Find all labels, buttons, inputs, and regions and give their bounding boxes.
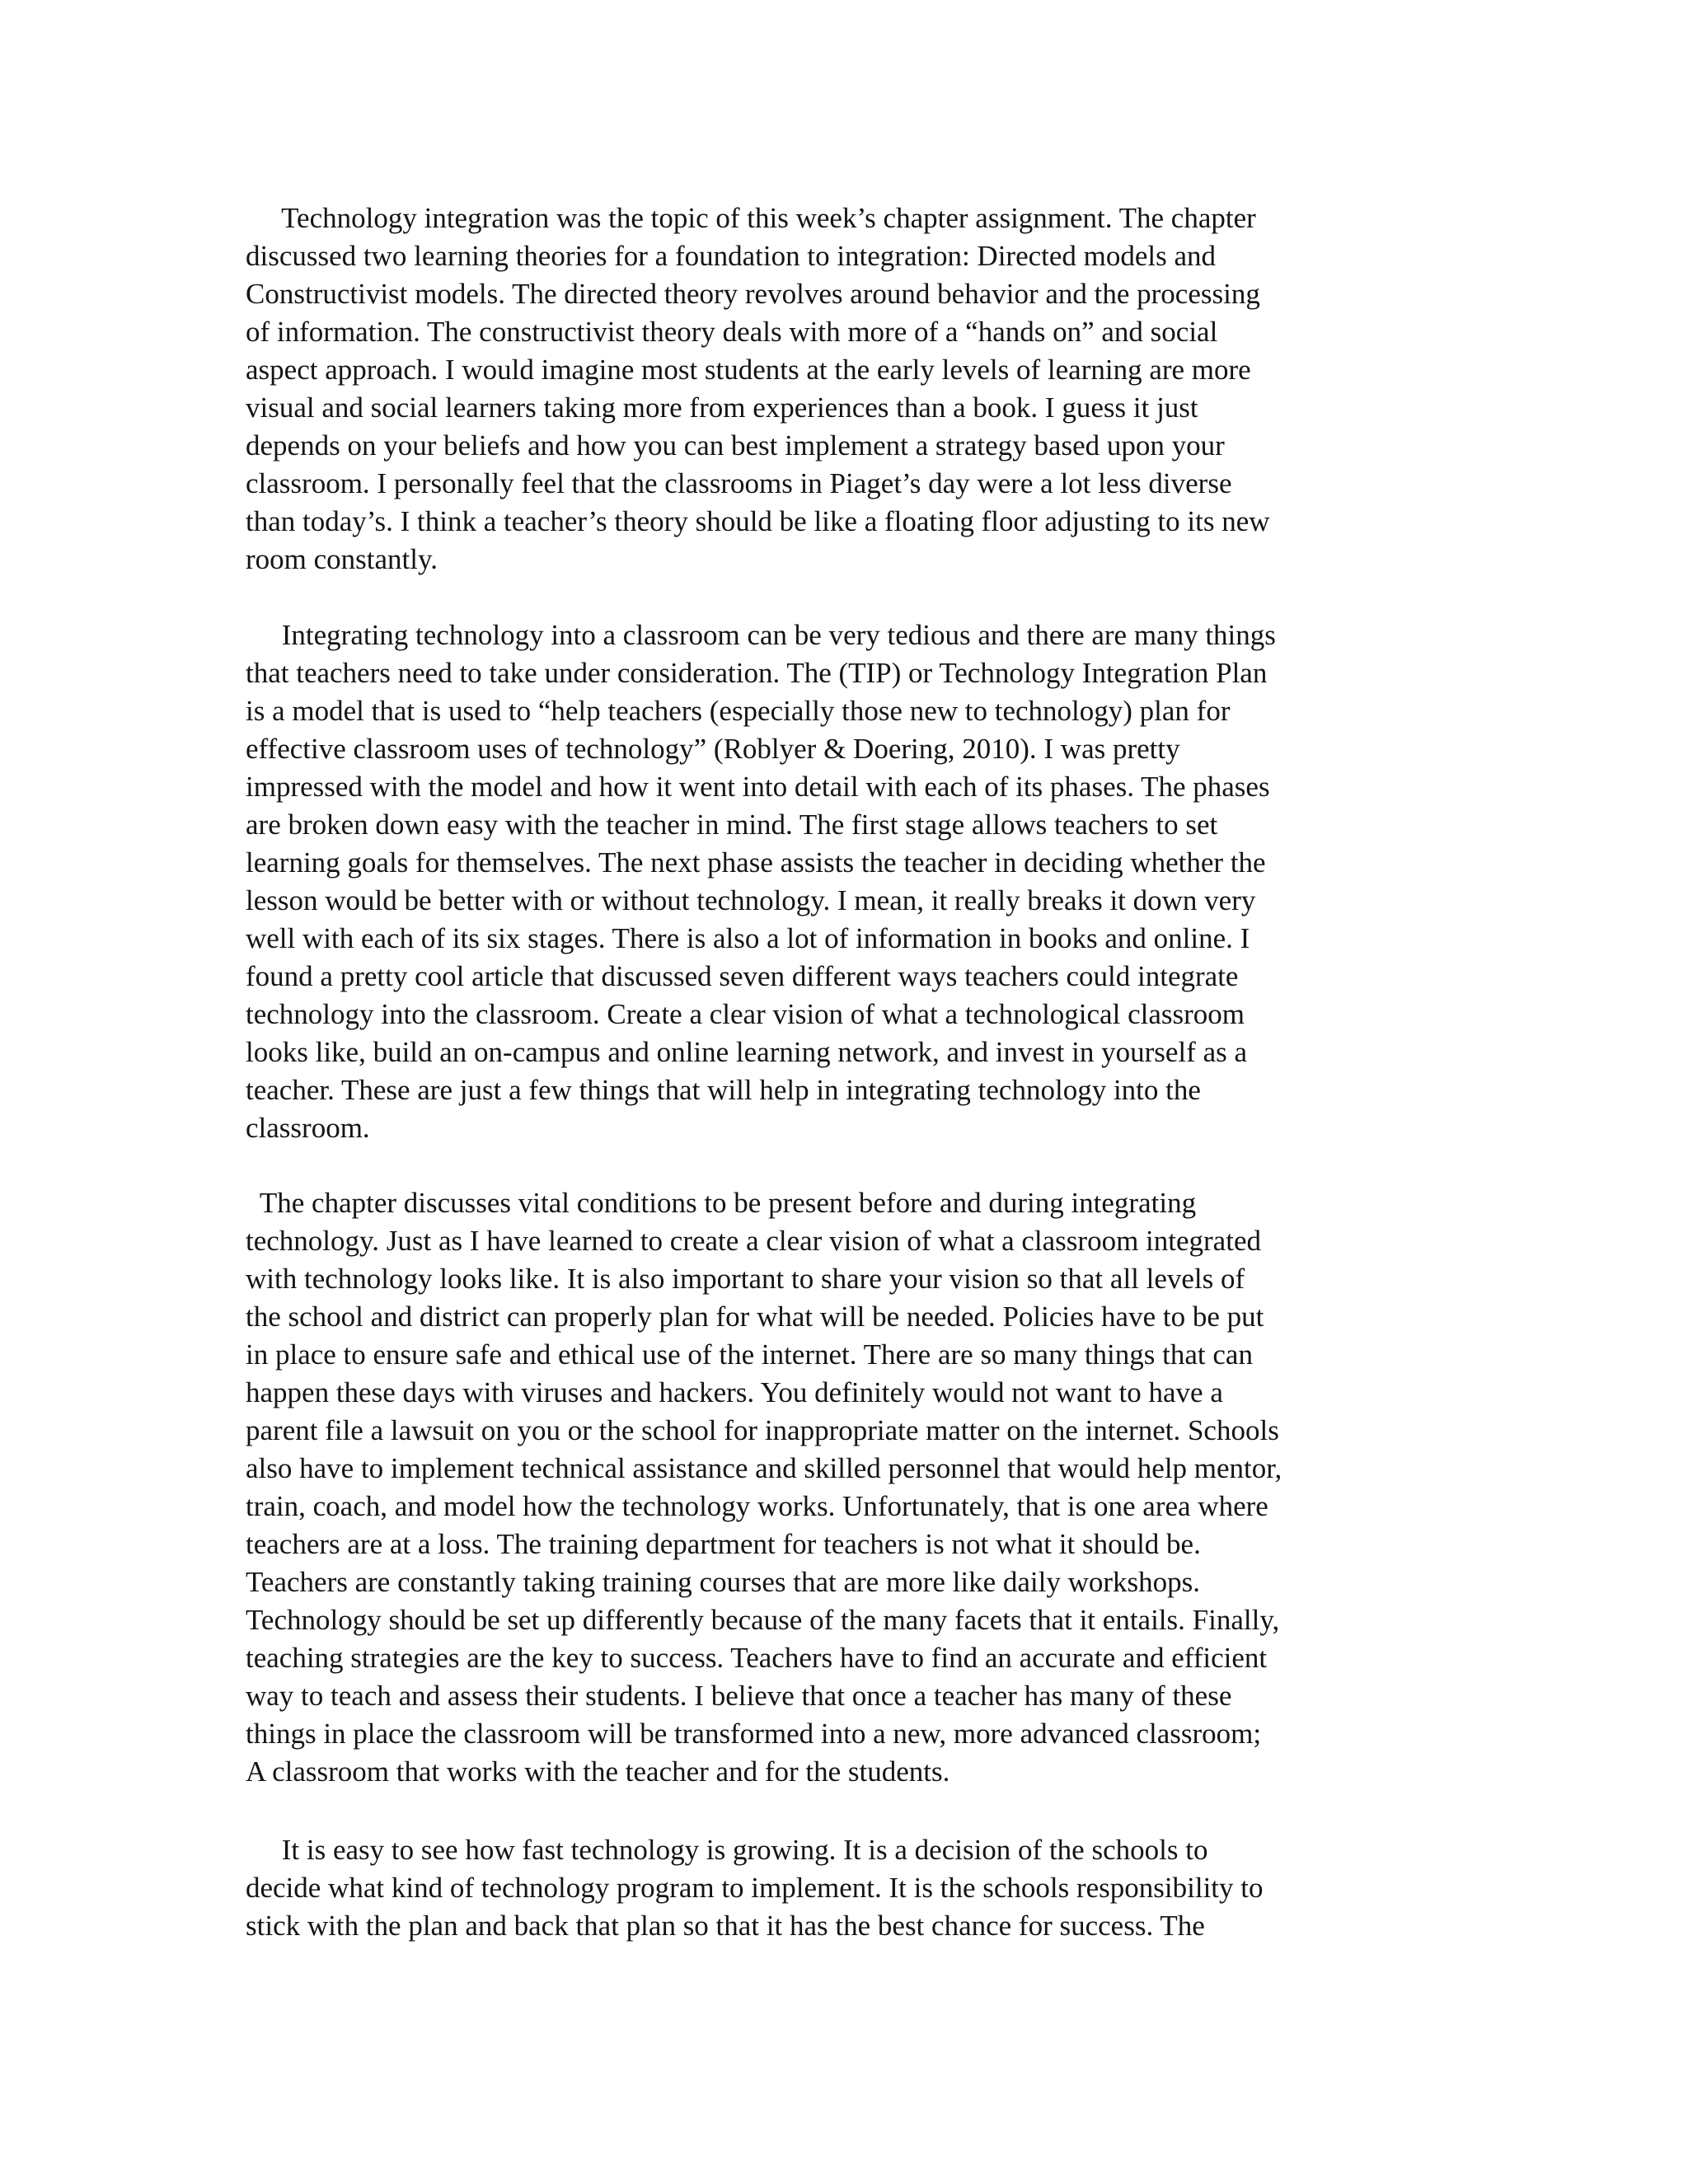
text-line: in place to ensure safe and ethical use of the internet. There are so many things that can	[246, 1338, 1253, 1371]
paragraph-technology-integration-topic	[246, 199, 1432, 579]
text-line: technology. Just as I have learned to create a clear vision of what a classroom integrated	[246, 1225, 1261, 1257]
text-line: teaching strategies are the key to success. Teachers have to find an accurate and efficient	[246, 1642, 1268, 1674]
text-line: discussed two learning theories for a foundation to integration: Directed models and	[246, 240, 1217, 272]
text-line: It is easy to see how fast technology is growing. It is a decision of the schools to	[246, 1834, 1208, 1866]
text-line: Technology integration was the topic of this week’s chapter assignment. The chapter	[246, 202, 1256, 234]
paragraph-vital-conditions	[246, 1184, 1432, 1791]
text-line: things in place the classroom will be transformed into a new, more advanced classroom;	[246, 1718, 1262, 1750]
text-line: effective classroom uses of technology” (Roblyer & Doering, 2010). I was pretty	[246, 733, 1180, 765]
text-line: classroom.	[246, 1112, 370, 1144]
text-line: with technology looks like. It is also important to share your vision so that all levels of	[246, 1263, 1245, 1295]
text-line: aspect approach. I would imagine most students at the early levels of learning are more	[246, 354, 1251, 386]
text-line: happen these days with viruses and hackers. You definitely would not want to have a	[246, 1376, 1223, 1408]
text-line: lesson would be better with or without technology. I mean, it really breaks it down very	[246, 884, 1256, 916]
text-line: found a pretty cool article that discussed seven different ways teachers could integrate	[246, 960, 1239, 992]
text-line: is a model that is used to “help teachers (especially those new to technology) plan for	[246, 695, 1231, 727]
text-line: that teachers need to take under consideration. The (TIP) or Technology Integration Plan	[246, 657, 1268, 689]
text-line: stick with the plan and back that plan so that it has the best chance for success. The	[246, 1910, 1205, 1942]
text-line: way to teach and assess their students. I believe that once a teacher has many of these	[246, 1680, 1232, 1712]
text-line: the school and district can properly plan for what will be needed. Policies have to be put	[246, 1301, 1264, 1333]
text-line: train, coach, and model how the technology works. Unfortunately, that is one area where	[246, 1490, 1268, 1522]
text-line: teacher. These are just a few things that will help in integrating technology into the	[246, 1074, 1201, 1106]
text-line: are broken down easy with the teacher in mind. The first stage allows teachers to set	[246, 808, 1218, 841]
paragraph-tip-model	[246, 616, 1432, 1147]
text-line: learning goals for themselves. The next phase assists the teacher in deciding whether the	[246, 846, 1266, 879]
text-line: well with each of its six stages. There is also a lot of information in books and online. I	[246, 922, 1250, 954]
text-line: visual and social learners taking more from experiences than a book. I guess it just	[246, 391, 1198, 424]
text-line: looks like, build an on-campus and online learning network, and invest in yourself as a	[246, 1036, 1248, 1068]
text-line: Constructivist models. The directed theory revolves around behavior and the processing	[246, 278, 1260, 310]
text-line: Integrating technology into a classroom can be very tedious and there are many things	[246, 619, 1276, 651]
text-line: A classroom that works with the teacher and for the students.	[246, 1755, 950, 1788]
text-line: Technology should be set up differently because of the many facets that it entails. Finally,	[246, 1604, 1280, 1636]
paragraph-technology-growing	[246, 1831, 1432, 1945]
text-line: Teachers are constantly taking training courses that are more like daily workshops.	[246, 1566, 1201, 1598]
text-line: teachers are at a loss. The training department for teachers is not what it should be.	[246, 1528, 1201, 1560]
text-line: classroom. I personally feel that the classrooms in Piaget’s day were a lot less diverse	[246, 467, 1232, 499]
text-line: parent file a lawsuit on you or the school for inappropriate matter on the internet. Schools	[246, 1414, 1279, 1446]
text-line: The chapter discusses vital conditions to be present before and during integrating	[246, 1187, 1197, 1219]
text-line: impressed with the model and how it went into detail with each of its phases. The phases	[246, 771, 1270, 803]
text-line: depends on your beliefs and how you can best implement a strategy based upon your	[246, 429, 1225, 462]
text-line: technology into the classroom. Create a clear vision of what a technological classroom	[246, 998, 1245, 1030]
text-line: decide what kind of technology program to implement. It is the schools responsibility to	[246, 1872, 1264, 1904]
text-line: of information. The constructivist theory deals with more of a “hands on” and social	[246, 316, 1218, 348]
text-line: room constantly.	[246, 543, 438, 575]
text-line: also have to implement technical assistance and skilled personnel that would help mentor,	[246, 1452, 1282, 1484]
text-line: than today’s. I think a teacher’s theory should be like a floating floor adjusting to its new	[246, 505, 1270, 537]
